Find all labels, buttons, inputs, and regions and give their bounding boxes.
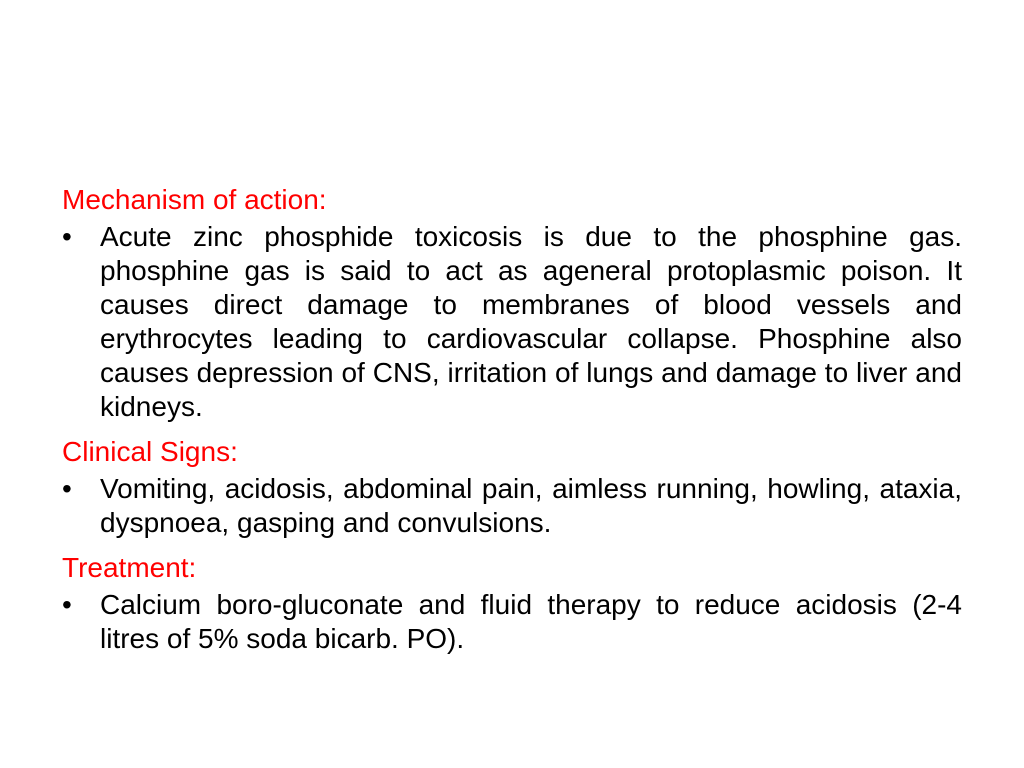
bullet-item-clinical-signs [62,472,962,540]
heading-treatment: Treatment: [62,552,197,583]
bullet-text-treatment: Calcium boro-gluconate and fluid therapy to reduce acidosis (2-4 litres of 5% soda bicarb. PO). [100,589,962,654]
slide-content [62,180,962,664]
bullet-icon: • [62,221,72,252]
bullet-icon: • [62,473,72,504]
bullet-text-clinical-signs: Vomiting, acidosis, abdominal pain, aimless running, howling, ataxia, dyspnoea, gasping and convulsions. [100,473,962,538]
bullet-item-mechanism [62,220,962,424]
bullet-text-mechanism: Acute zinc phosphide toxicosis is due to the phosphine gas. phosphine gas is said to act as ageneral protoplasmic poison. It causes direct damage to membranes of blood vessels and erythrocytes leading to cardiovascular collapse. Phosphine also causes depression of CNS, irritation of lungs and damage to liver and kidneys. [100,221,962,422]
heading-mechanism-of-action: Mechanism of action: [62,184,327,215]
heading-clinical-signs: Clinical Signs: [62,436,238,467]
bullet-item-treatment [62,588,962,656]
bullet-icon: • [62,589,72,620]
